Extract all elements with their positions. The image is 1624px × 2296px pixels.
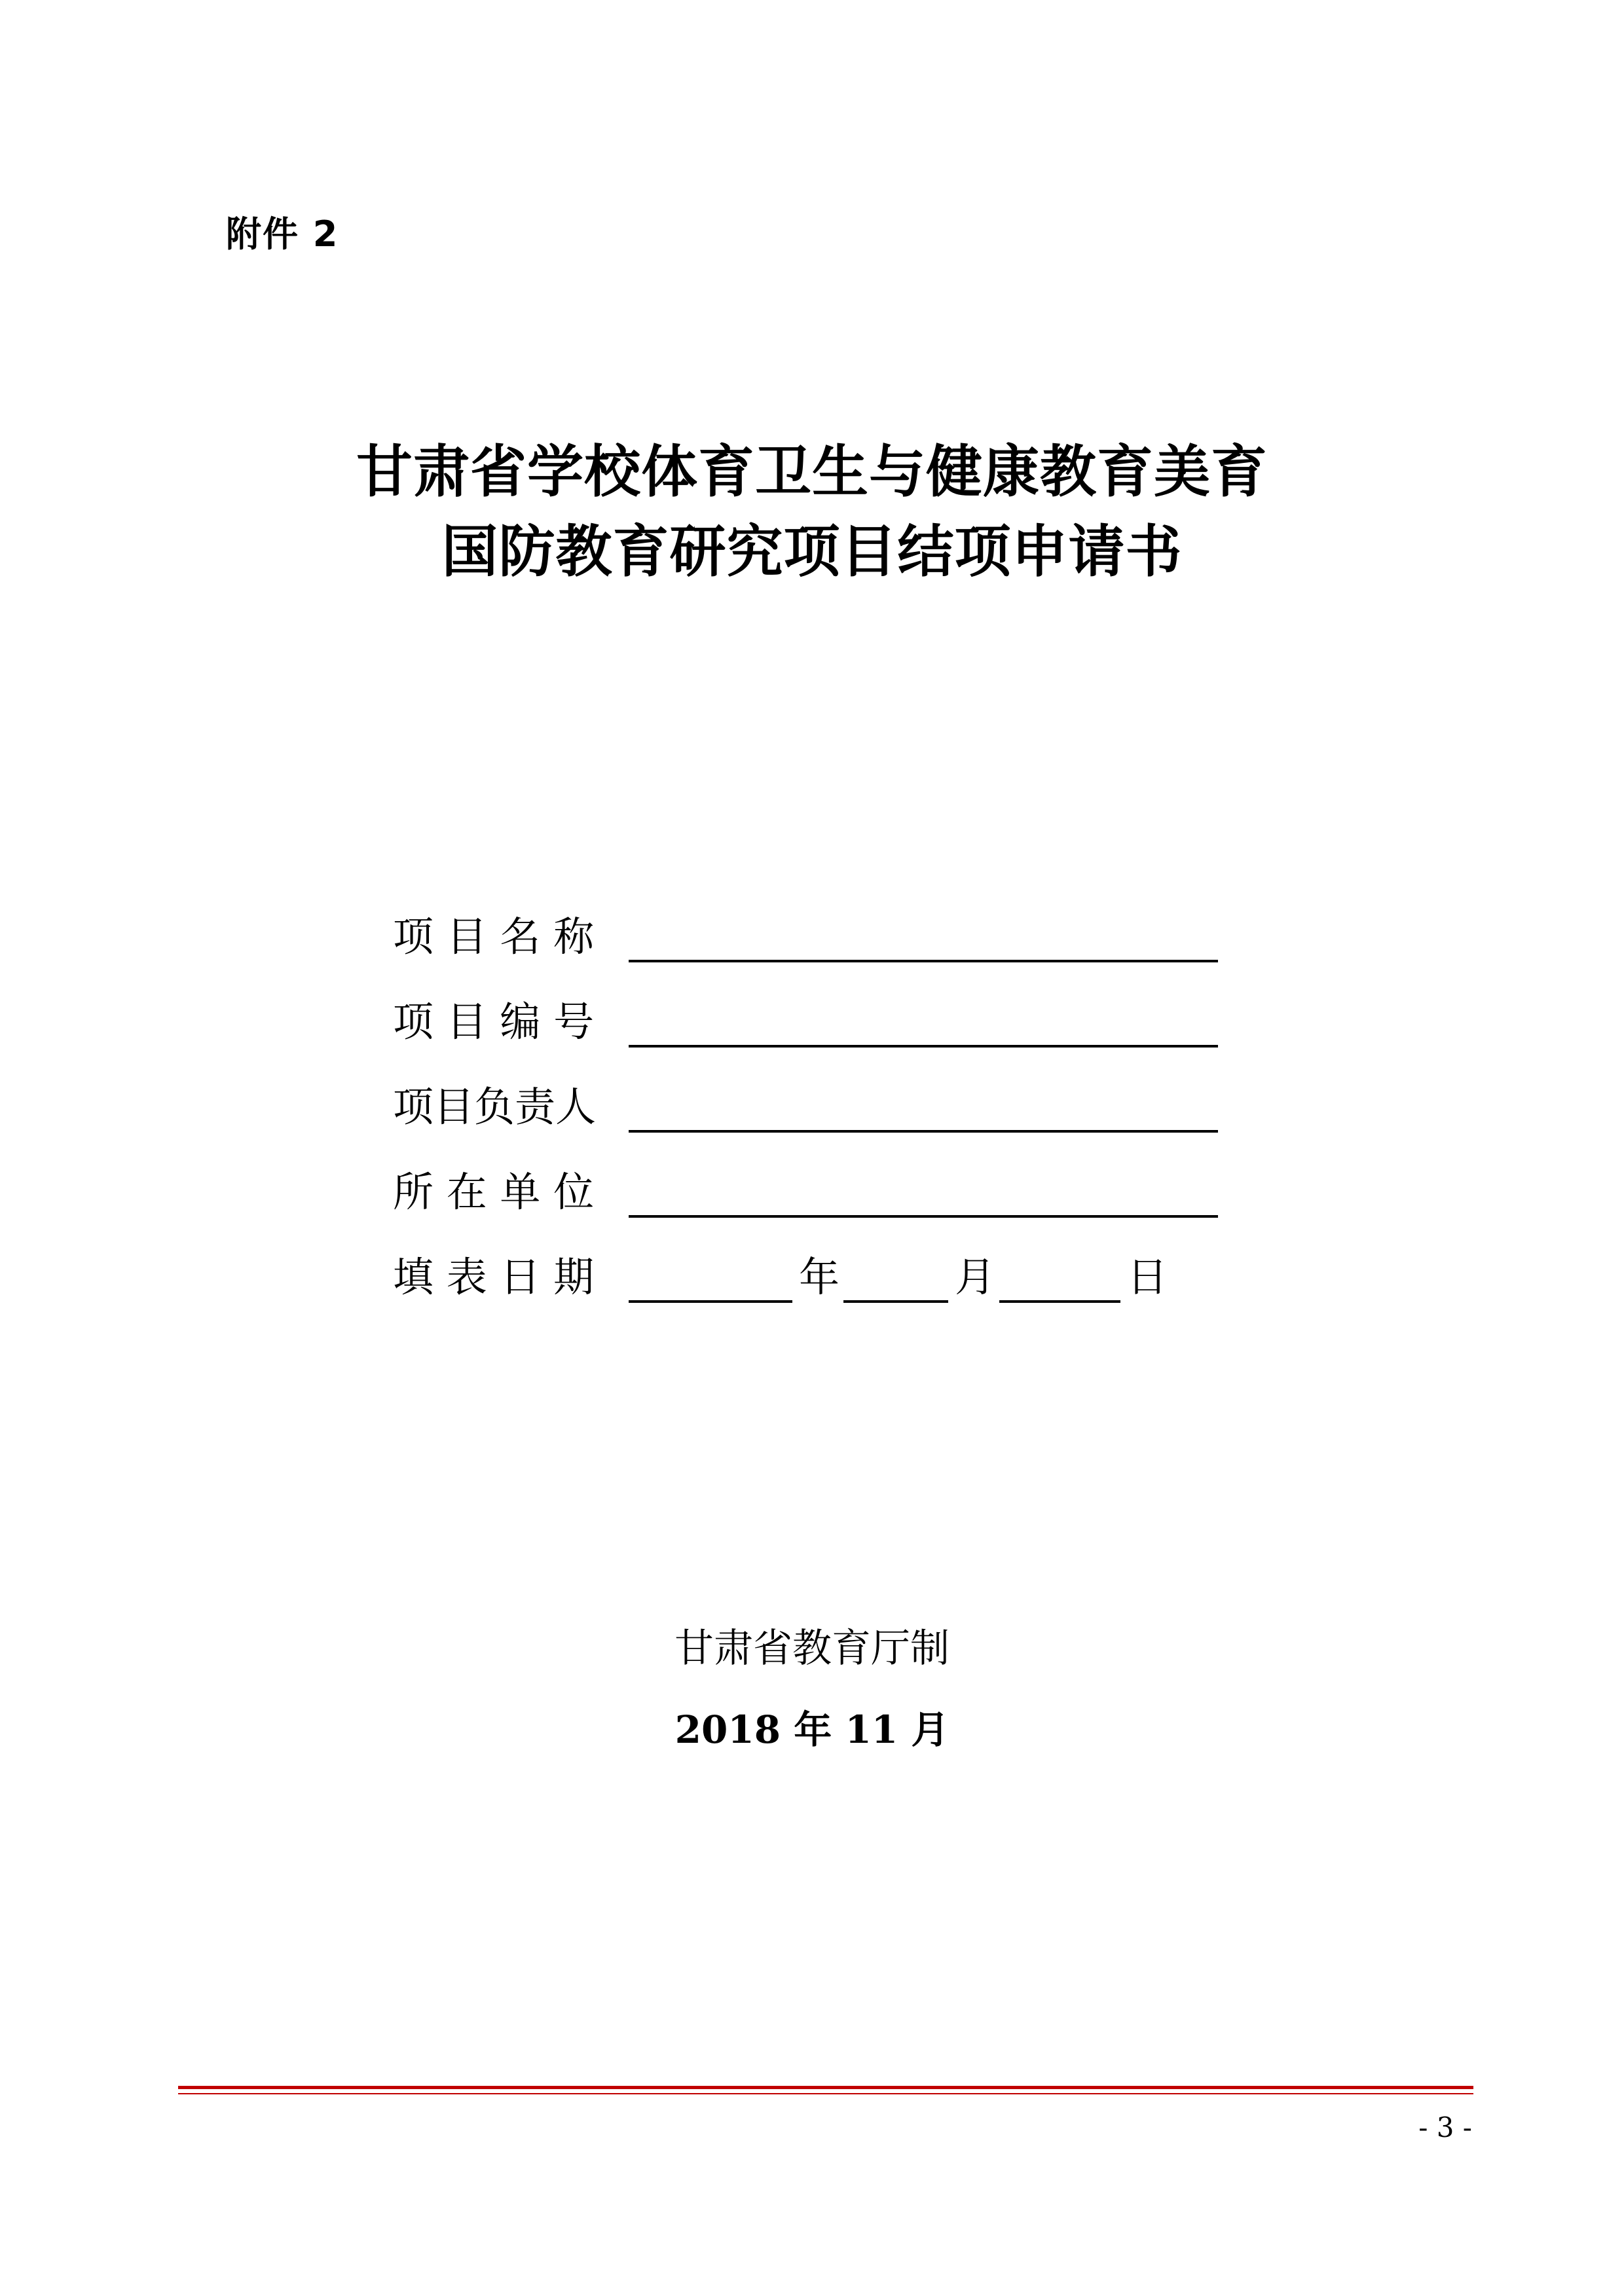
attachment-label: 附件 2 (226, 213, 339, 255)
field-input-year[interactable] (629, 1253, 792, 1303)
field-project-number (393, 962, 1244, 1048)
page-title-line-1: 甘肃省学校体育卫生与健康教育美育 (356, 439, 1268, 505)
issue-date-text: 2018 年 11 月 (674, 1707, 950, 1752)
field-unit-month: 月 (955, 1253, 996, 1301)
field-label-project-number: 项 目 编 号 (393, 998, 595, 1046)
field-unit-day: 日 (1127, 1253, 1168, 1301)
field-organization (393, 1133, 1244, 1218)
footer-divider-thick-line (178, 2086, 1473, 2089)
field-label-organization: 所 在 单 位 (393, 1168, 595, 1216)
field-fill-date (393, 1218, 1244, 1303)
field-unit-year: 年 (799, 1253, 840, 1301)
field-input-project-leader[interactable] (629, 1083, 1218, 1133)
page-title-line-2: 国防教育研究项目结项申请书 (441, 519, 1183, 585)
field-input-project-number[interactable] (629, 998, 1218, 1048)
issuer-text: 甘肃省教育厅制 (674, 1626, 950, 1671)
footer-divider-thin-line (178, 2093, 1473, 2094)
field-label-fill-date: 填 表 日 期 (393, 1253, 595, 1301)
field-label-project-name: 项 目 名 称 (393, 913, 595, 960)
field-input-organization[interactable] (629, 1168, 1218, 1218)
footer-divider (178, 2086, 1473, 2095)
page-title (0, 432, 1624, 592)
field-input-day[interactable] (999, 1253, 1120, 1303)
form-fields (393, 877, 1244, 1303)
field-project-name (393, 877, 1244, 962)
page-number: - 3 - (1418, 2111, 1472, 2143)
field-project-leader (393, 1048, 1244, 1133)
field-input-project-name[interactable] (629, 913, 1218, 962)
field-label-project-leader: 项目负责人 (393, 1083, 597, 1131)
field-input-month[interactable] (843, 1253, 948, 1303)
